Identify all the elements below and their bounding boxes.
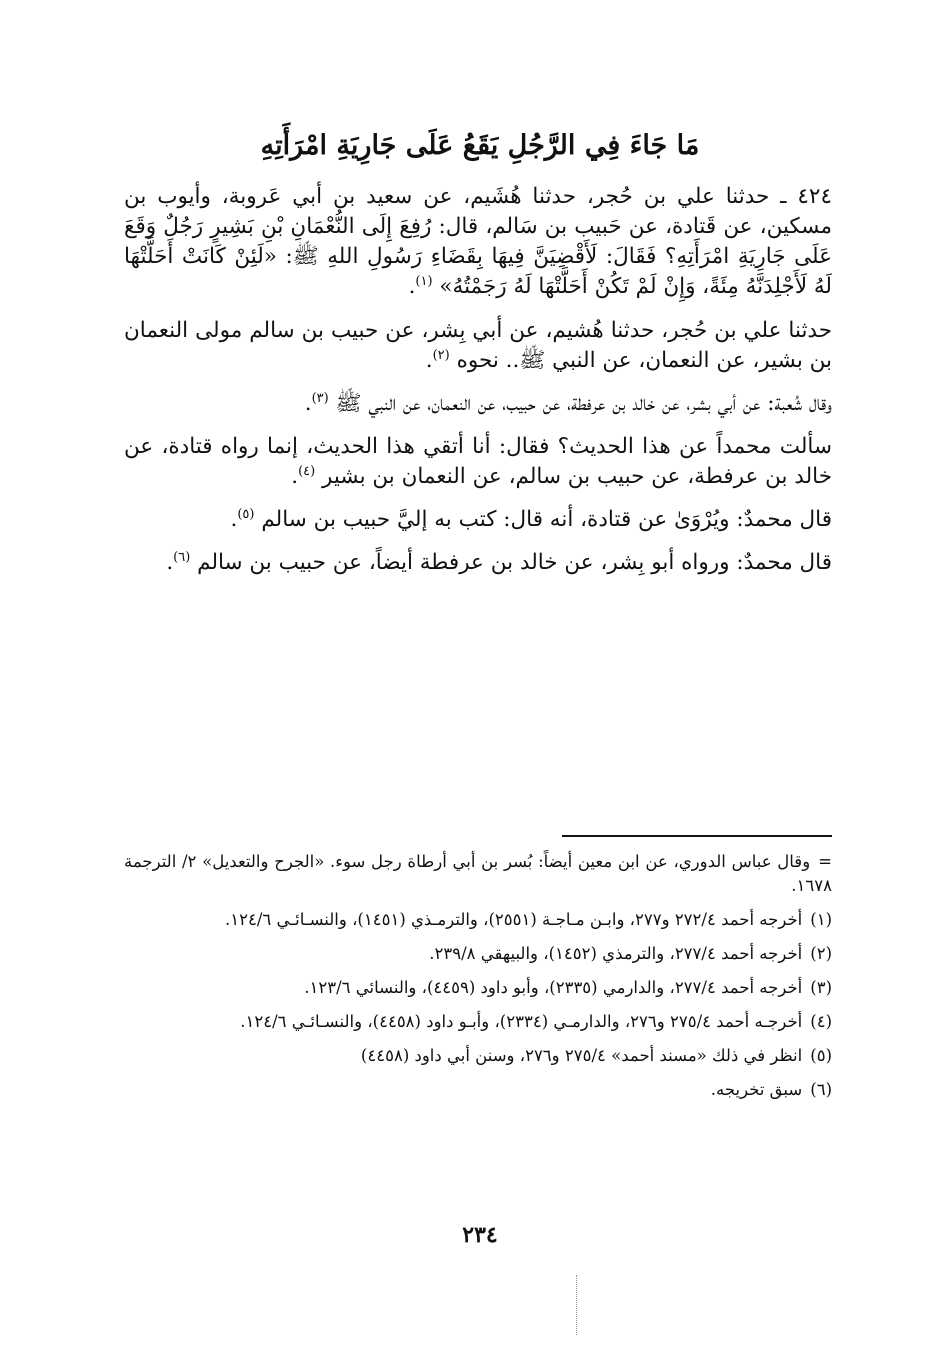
paragraph-shuba: وقال شُعبة: عن أبي بشر، عن خالد بن عرفطة، عن حبيب، عن النعمان، عن النبي ﷺ $^{(٣)}$.: [304, 390, 832, 416]
footnote-ref: (٥): [237, 506, 255, 522]
main-text: [124, 182, 832, 591]
paragraph-hadith-424: ٤٢٤ ـ حدثنا علي بن حُجر، حدثنا هُشَيم، عن سعيد بن أبي عَروبة، وأيوب بن مسكين، عن قَتادة، عن حَبيب بن سَالم، قال: رُفِعَ إِلَى النُّعْمَانِ بْنِ بَشِيرٍ رَجُلٌ وَقَعَ عَلَى جَارِيَةِ امْرَأَتِهِ؟ فَقَالَ: لَأَقْضِيَنَّ فِيهَا بِقَضَاءِ رَسُولِ اللهِ ﷺ: «لَئِنْ كَانَتْ أَحَلَّتْهَا لَهُ لَأَجْلِدَنَّهُ مِئَةً، وَإِنْ لَمْ تَكُنْ أَحَلَّتْهَا لَهُ رَجَمْتُهُ» $^{(١)}$.: [124, 184, 832, 299]
footnote-1: [124, 908, 832, 932]
scan-gutter-line: [576, 1275, 577, 1335]
footnote-4: [124, 1010, 832, 1034]
footnote-text: وقال عباس الدوري، عن ابن معين أيضاً: بُسر بن أبي أرطاة رجل سوء. «الجرح والتعديل» ٢/ الترجمة ١٦٧٨.: [124, 852, 832, 895]
paragraph-chain-2: حدثنا علي بن حُجر، حدثنا هُشيم، عن أبي بِشر، عن حبيب بن سالم مولى النعمان بن بشير، عن النعمان، عن النبي ﷺ.. نحوه $^{(٢)}$.: [124, 318, 832, 373]
paragraph-text: ٤٢٤ ـ حدثنا علي بن حُجر، حدثنا هُشَيم، عن سعيد بن أبي عَروبة، وأيوب بن مسكين، عن قَتادة، عن حَبيب بن سَالم، قال: رُفِعَ إِلَى النُّعْمَانِ بْنِ بَشِيرٍ رَجُلٌ وَقَعَ عَلَى جَارِيَةِ امْرَأَتِهِ؟ فَقَالَ: لَأَقْضِيَنَّ فِيهَا بِقَضَاءِ رَسُولِ اللهِ ﷺ: «لَئِنْ كَانَتْ أَحَلَّتْهَا لَهُ لَأَجْلِدَنَّهُ مِئَةً، وَإِنْ لَمْ تَكُنْ أَحَلَّتْهَا لَهُ رَجَمْتُهُ»: [124, 184, 832, 299]
paragraph-muhammad-2: قال محمدٌ: ورواه أبو بِشر، عن خالد بن عرفطة أيضاً، عن حبيب بن سالم $^{(٦)}$.: [166, 549, 832, 575]
footnote-3: [124, 976, 832, 1000]
chapter-heading: مَا جَاءَ فِي الرَّجُلِ يَقَعُ عَلَى جَارِيَةِ امْرَأَتِهِ: [260, 130, 700, 161]
footnotes: [124, 850, 832, 1112]
footnote-mark: (٥): [810, 1046, 832, 1065]
footnote-ref: (١): [415, 273, 433, 289]
paragraph-text: قال محمدٌ: ورواه أبو بِشر، عن خالد بن عرفطة أيضاً، عن حبيب بن سالم: [197, 550, 832, 575]
paragraph-text: سألت محمداً عن هذا الحديث؟ فقال: أنا أتقي هذا الحديث، إنما رواه قتادة، عن خالد بن عرفطة، عن حبيب بن سالم، عن النعمان بن بشير: [124, 434, 832, 489]
footnote-mark: (٣): [810, 978, 832, 997]
footnote-ref: (٤): [298, 463, 316, 479]
paragraph-text: حدثنا علي بن حُجر، حدثنا هُشيم، عن أبي بِشر، عن حبيب بن سالم مولى النعمان بن بشير، عن النعمان، عن النبي ﷺ.. نحوه: [124, 318, 832, 373]
paragraph-text: وقال شُعبة: عن أبي بشر، عن خالد بن عرفطة، عن حبيب، عن النعمان، عن النبي ﷺ: [335, 391, 832, 416]
paragraph-muhammad-1: قال محمدٌ: ويُرْوَىٰ عن قتادة، أنه قال: كتب به إليَّ حبيب بن سالم $^{(٥)}$.: [230, 506, 832, 532]
footnote-ref: (٣): [311, 390, 329, 406]
footnote-continued: [124, 850, 832, 898]
footnote-mark: (١): [810, 910, 832, 929]
footnote-2: [124, 942, 832, 966]
page-number: ٢٣٤: [462, 1222, 498, 1248]
footnote-ref: (٢): [432, 347, 450, 363]
footnote-ref: (٦): [173, 549, 191, 565]
footnote-text: انظر في ذلك «مسند أحمد» ٢٧٥/٤ و٢٧٦، وسنن أبي داود (٤٤٥٨): [360, 1046, 803, 1065]
footnote-mark: =: [818, 852, 832, 871]
footnote-5: [124, 1044, 832, 1068]
footnote-text: أخرجه أحمد ٢٧٧/٤، والدارمي (٢٣٣٥)، وأبو داود (٤٤٥٩)، والنسائي ١٢٣/٦.: [304, 978, 803, 997]
footnote-text: سبق تخريجه.: [710, 1080, 803, 1099]
footnote-text: أخرجـه أحمد ٢٧٥/٤ و٢٧٦، والدارمـي (٢٣٣٤)، وأبـو داود (٤٤٥٨)، والنسـائـي ١٢٤/٦.: [240, 1012, 803, 1031]
footnote-6: [124, 1078, 832, 1102]
footnote-text: أخرجه أحمد ٢٧٧/٤، والترمذي (١٤٥٢)، والبيهقي ٢٣٩/٨.: [429, 944, 803, 963]
footnote-text: أخرجه أحمد ٢٧٢/٤ و٢٧٧، وابـن مـاجـة (٢٥٥١)، والترمـذي (١٤٥١)، والنسـائـي ١٢٤/٦.: [225, 910, 803, 929]
footnote-mark: (٢): [810, 944, 832, 963]
paragraph-text: قال محمدٌ: ويُرْوَىٰ عن قتادة، أنه قال: كتب به إليَّ حبيب بن سالم: [261, 507, 832, 532]
footnote-separator: [562, 835, 832, 837]
footnote-mark: (٦): [810, 1080, 832, 1099]
paragraph-question: سألت محمداً عن هذا الحديث؟ فقال: أنا أتقي هذا الحديث، إنما رواه قتادة، عن خالد بن عرفطة، عن حبيب بن سالم، عن النعمان بن بشير $^{(٤)}$.: [124, 434, 832, 489]
footnote-mark: (٤): [810, 1012, 832, 1031]
